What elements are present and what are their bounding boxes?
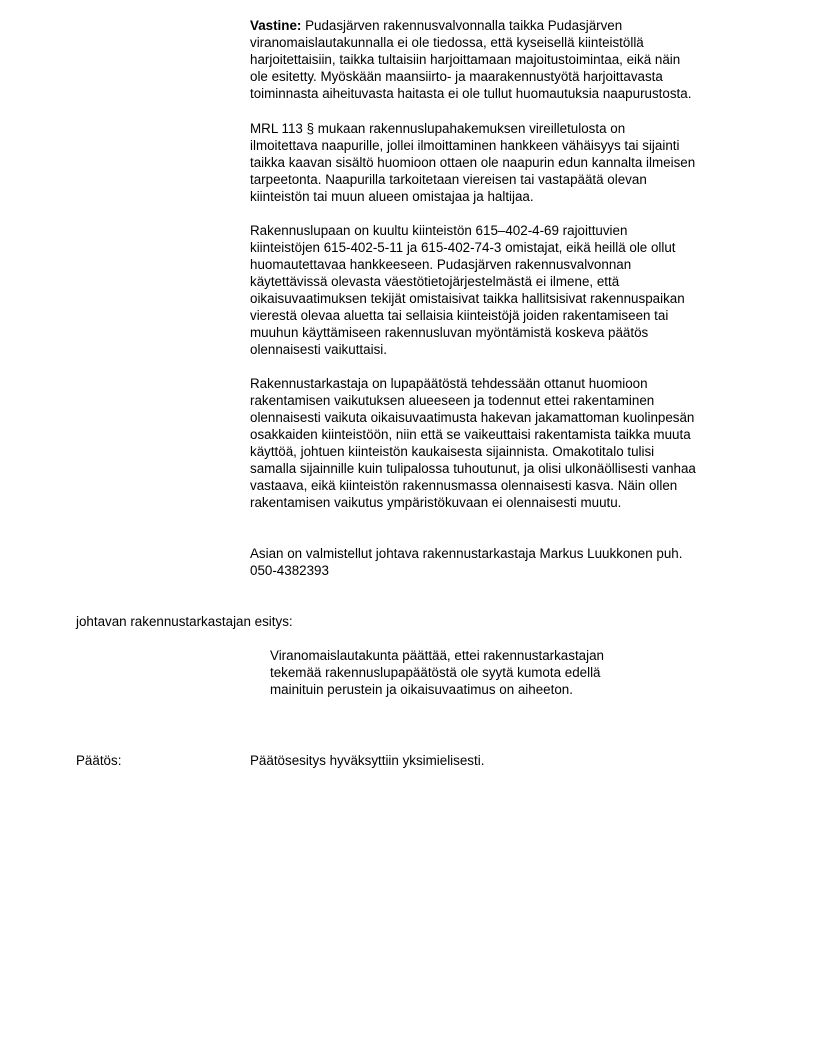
inspector-assessment-paragraph: Rakennustarkastaja on lupapäätöstä tehdessään ottanut huomioon rakentamisen vaikutuksen alueeseen ja todennut ettei rakentaminen olennaisesti vaikuta oikaisuvaatimusta hakevan jakamattoman kuolinpesän osakkaiden kiinteistöön, niin että se vaikeuttaisi rakentamista taikka muuta käyttöä, johtuen kiinteistön kaukaisesta sijainnista. Omakotitalo tulisi samalla sijainnille kuin tulipalossa tuhoutunut, ja olisi ulkonäöllisesti vanhaa vastaava, eikä kiinteistön rakennusmassa olennaisesti kasva. Näin ollen rakentamisen vaikutus ympäristökuvaan ei olennaisesti muutu.	[250, 376, 696, 510]
proposal-text: Viranomaislautakunta päättää, ettei rakennustarkastajan tekemää rakennuslupapäätöstä ole syytä kumota edellä mainituin perustein ja oikaisuvaatimus on aiheeton.	[270, 648, 604, 697]
decision-text: Päätösesitys hyväksyttiin yksimielisesti.	[250, 753, 485, 768]
neighbour-hearing-paragraph: Rakennuslupaan on kuultu kiinteistön 615–402-4-69 rajoittuvien kiinteistöjen 615-402-5-11 ja 615-402-74-3 omistajat, eikä heillä ole ollut huomautettavaa hankkeeseen. Pudasjärven rakennusvalvonnan käytettävissä olevasta väestötietojärjestelmästä ei ilmene, että oikaisuvaatimuksen tekijät omistaisivat taikka hallitsisivat rakennuspaikan vierestä olevaa aluetta tai sellaisia kiinteistöjä joiden rakentamiseen tai muuhun käyttämiseen rakennusluvan myöntämistä koskeva päätös olennaisesti vaikuttaisi.	[250, 223, 685, 357]
proposal-heading: johtavan rakennustarkastajan esitys:	[76, 614, 293, 629]
vastine-text: Pudasjärven rakennusvalvonnalla taikka Pudasjärven viranomaislautakunnalla ei ole tiedossa, että kyseisellä kiinteistöllä harjoitettaisiin, taikka tultaisiin harjoittamaan majoitustoimintaa, eikä näin ole esitetty. Myöskään maansiirto- ja maarakennustyötä harjoittavasta toiminnasta aiheituvasta haitasta ei ole tullut huomautuksia naapurustosta.	[250, 18, 692, 101]
mrl-paragraph: MRL 113 § mukaan rakennuslupahakemuksen vireilletulosta on ilmoitettava naapurille, jollei ilmoittaminen hankkeen vähäisyys tai sijainti taikka kaavan sisältö huomioon ottaen ole naapurin edun kannalta ilmeisen tarpeetonta. Naapurilla tarkoitetaan viereisen tai vastapäätä olevan kiinteistön tai muun alueen omistajaa ja haltijaa.	[250, 121, 696, 204]
vastine-paragraph	[250, 17, 770, 102]
vastine-label: Vastine:	[250, 18, 302, 33]
preparer-contact-paragraph: Asian on valmistellut johtava rakennustarkastaja Markus Luukkonen puh. 050-4382393	[250, 546, 683, 578]
decision-label: Päätös:	[76, 753, 122, 768]
